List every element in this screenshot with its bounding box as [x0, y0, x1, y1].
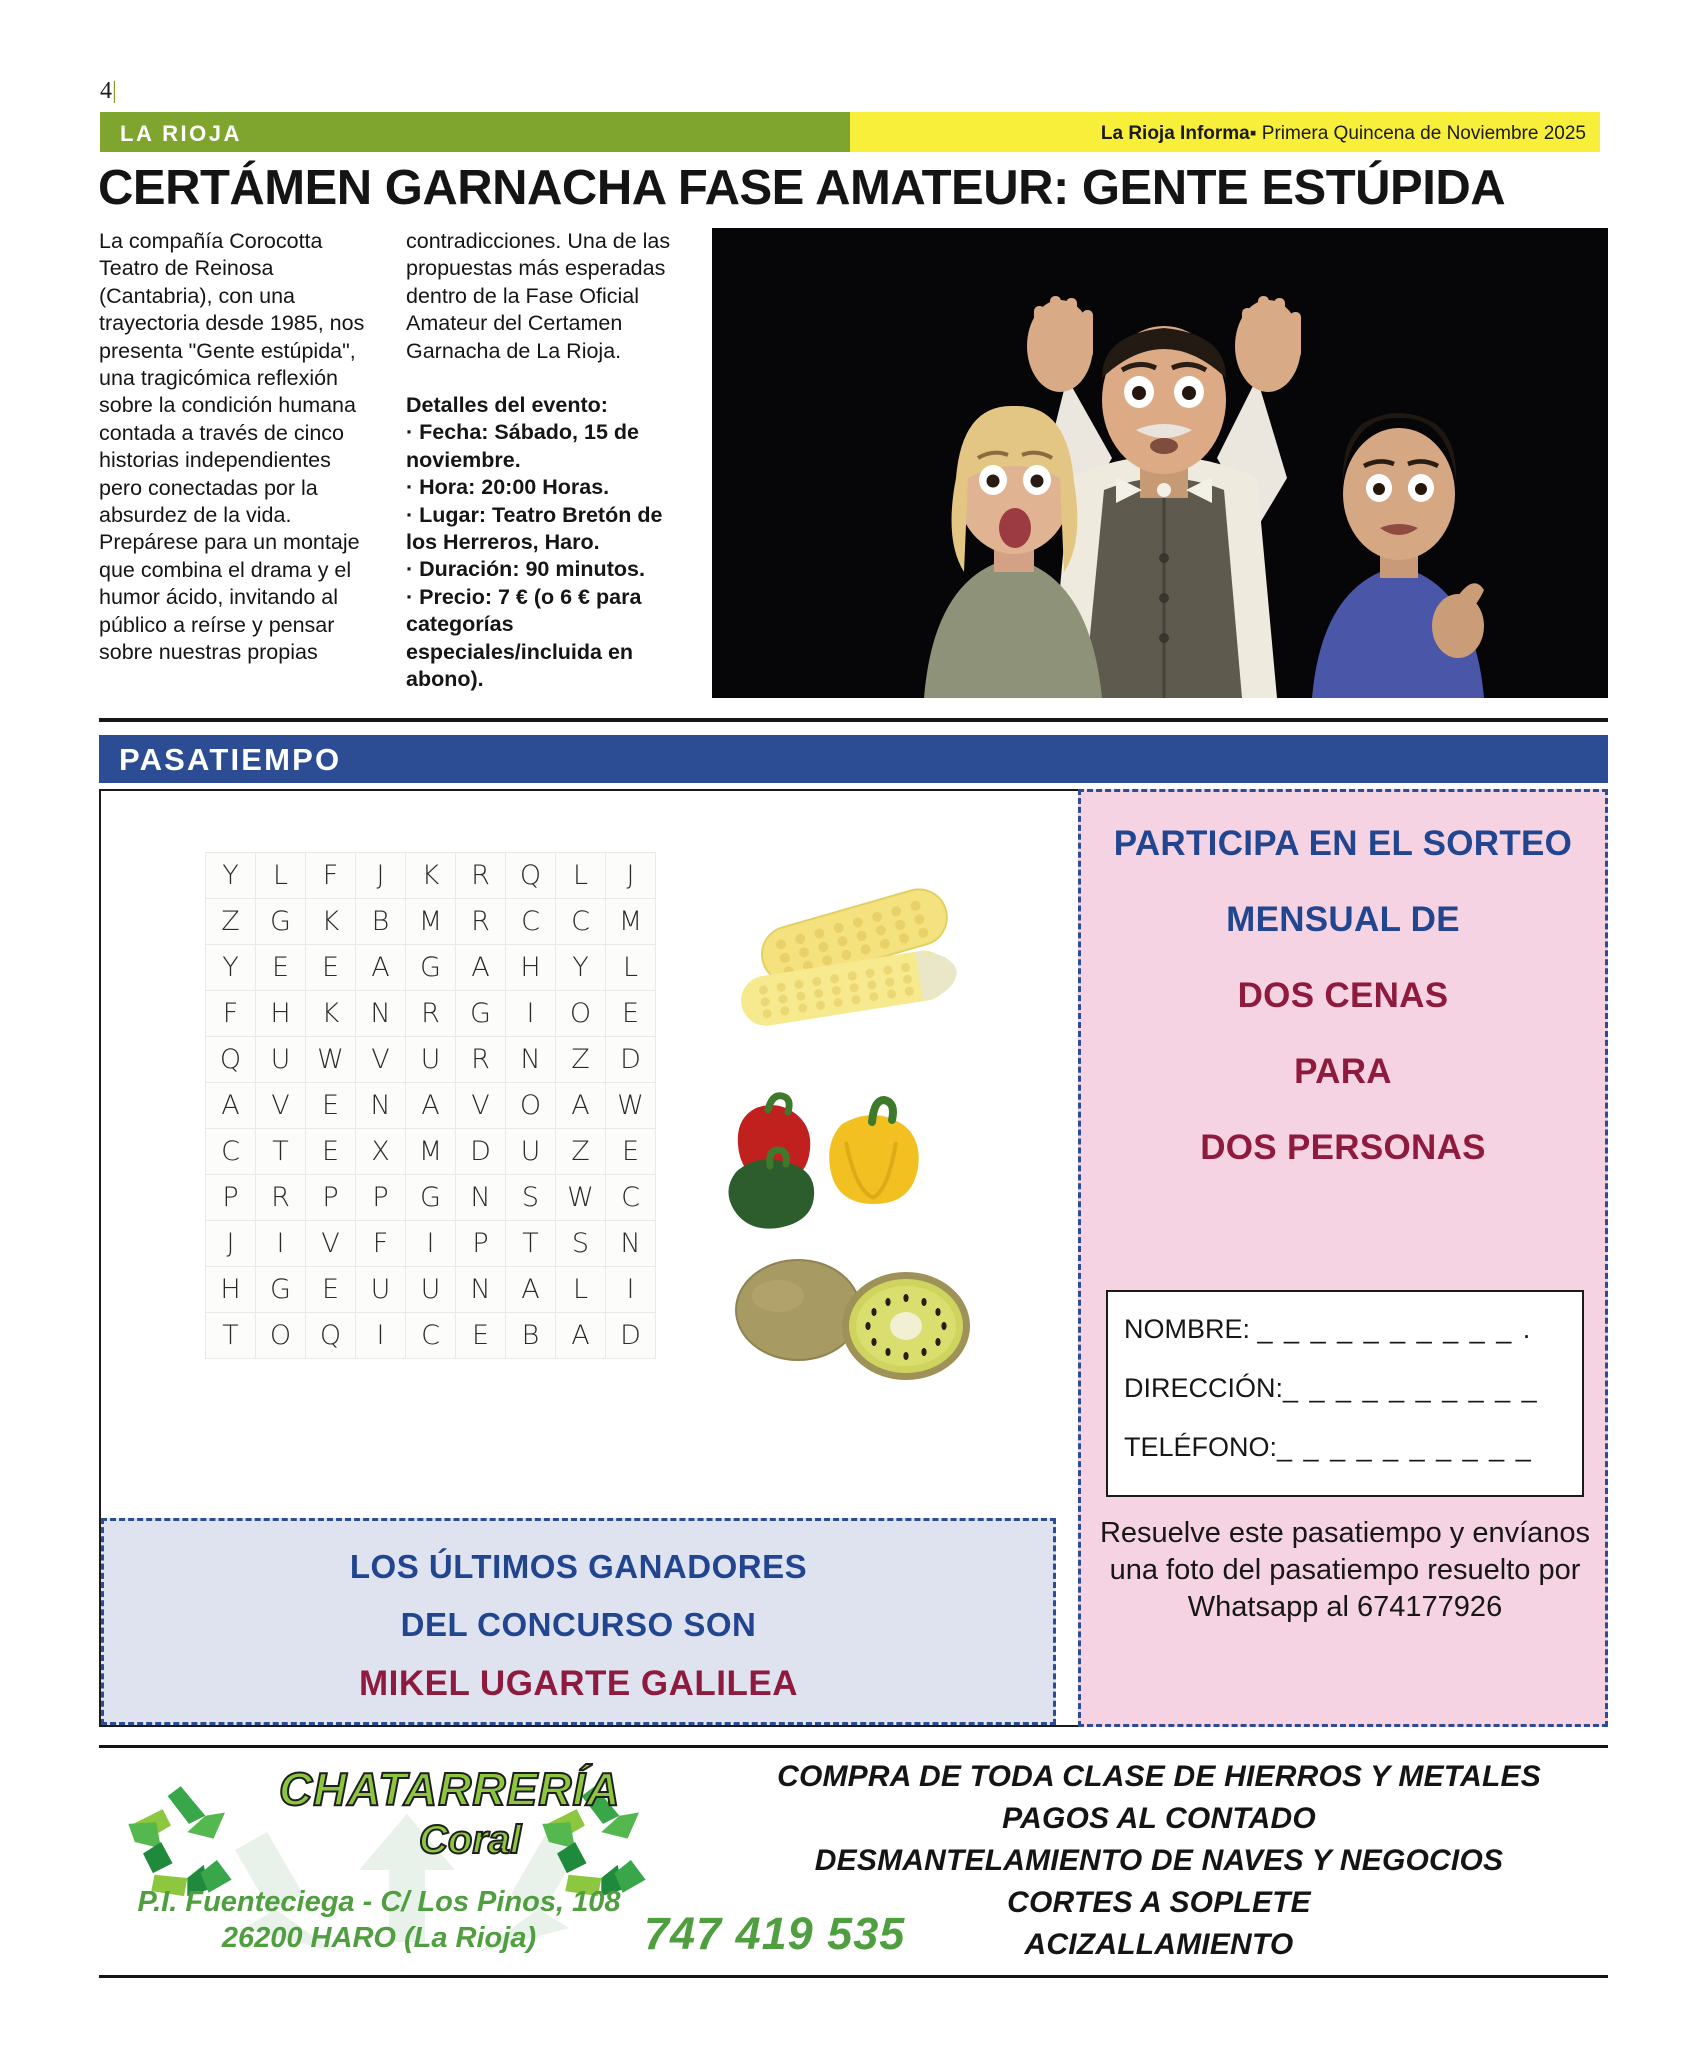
word-search-cell[interactable]: V	[306, 1221, 356, 1267]
word-search-cell[interactable]: I	[256, 1221, 306, 1267]
corn-photo	[737, 883, 960, 1030]
sorteo-line-2: MENSUAL DE	[1226, 900, 1460, 939]
word-search-cell[interactable]: X	[356, 1129, 406, 1175]
word-search-cell[interactable]: Q	[506, 853, 556, 899]
word-search-cell[interactable]: U	[506, 1129, 556, 1175]
word-search-cell[interactable]: R	[456, 899, 506, 945]
word-search-cell[interactable]: J	[356, 853, 406, 899]
word-search-cell[interactable]: O	[556, 991, 606, 1037]
sorteo-panel	[1078, 789, 1608, 1727]
word-search-cell[interactable]: N	[456, 1267, 506, 1313]
word-search-cell[interactable]: W	[606, 1083, 656, 1129]
word-search-cell[interactable]: H	[506, 945, 556, 991]
word-search-cell[interactable]: I	[356, 1313, 406, 1359]
word-search-cell[interactable]: V	[356, 1037, 406, 1083]
folio-separator: |	[112, 78, 117, 104]
word-search-row	[206, 991, 656, 1037]
advertisement-chatarreria[interactable]	[99, 1745, 1608, 1978]
kiwi-photo	[736, 1260, 970, 1380]
detail-duracion: · Duración: 90 minutos.	[406, 557, 645, 582]
word-search-cell[interactable]: L	[606, 945, 656, 991]
word-search-cell[interactable]: L	[556, 1267, 606, 1313]
word-search-grid[interactable]	[205, 852, 656, 1359]
word-search-cell[interactable]: Z	[556, 1129, 606, 1175]
page-number: 4	[100, 78, 112, 104]
ad-address-line-2: 26200 HARO (La Rioja)	[221, 1922, 537, 1954]
word-search-cell[interactable]: I	[506, 991, 556, 1037]
word-search-cell[interactable]: R	[406, 991, 456, 1037]
word-search-cell[interactable]: Y	[206, 945, 256, 991]
word-search-cell[interactable]: C	[206, 1129, 256, 1175]
word-search-cell[interactable]: V	[256, 1083, 306, 1129]
word-search-row	[206, 1313, 656, 1359]
word-search-cell[interactable]: S	[556, 1221, 606, 1267]
word-search-cell[interactable]: K	[306, 991, 356, 1037]
word-search-cell[interactable]: P	[206, 1175, 256, 1221]
article-headline: CERTÁMEN GARNACHA FASE AMATEUR: GENTE ESTÚPIDA	[98, 161, 1506, 215]
article-column-2	[406, 228, 691, 694]
word-search-cell[interactable]: F	[306, 853, 356, 899]
word-search-cell[interactable]: I	[406, 1221, 456, 1267]
section-divider	[99, 718, 1608, 722]
winner-name: MIKEL UGARTE GALILEA	[358, 1664, 799, 1703]
pasatiempo-section-bar	[99, 735, 1608, 783]
word-search-cell[interactable]: P	[306, 1175, 356, 1221]
word-search-cell[interactable]: H	[206, 1267, 256, 1313]
word-search-row	[206, 1083, 656, 1129]
pasatiempo-title: PASATIEMPO	[119, 742, 342, 777]
sorteo-instructions: Resuelve este pasatiempo y envíanos una foto del pasatiempo resuelto por Whatsapp al 674177926	[1099, 1517, 1591, 1623]
word-search-cell[interactable]: M	[406, 1129, 456, 1175]
word-search-cell[interactable]: F	[356, 1221, 406, 1267]
word-search-cell[interactable]: T	[506, 1221, 556, 1267]
detail-fecha: · Fecha: Sábado, 15 de noviembre.	[406, 420, 639, 472]
article-body-2: contradicciones. Una de las propuestas más esperadas dentro de la Fase Oficial Amateur del Certamen Garnacha de La Rioja.	[406, 229, 671, 363]
word-search-cell[interactable]: M	[406, 899, 456, 945]
word-search-cell[interactable]: A	[406, 1083, 456, 1129]
ad-service-5: ACIZALLAMIENTO	[1024, 1928, 1294, 1961]
publication-name: La Rioja Informa	[1100, 123, 1250, 144]
peppers-photo	[728, 1096, 918, 1229]
word-search-cell[interactable]: G	[406, 945, 456, 991]
word-search-cell[interactable]: N	[356, 1083, 406, 1129]
article-photo	[712, 228, 1608, 698]
word-search-cell[interactable]: U	[406, 1037, 456, 1083]
word-search-cell[interactable]: I	[606, 1267, 656, 1313]
ad-service-3: DESMANTELAMIENTO DE NAVES Y NEGOCIOS	[814, 1844, 1504, 1877]
word-search-cell[interactable]: V	[456, 1083, 506, 1129]
entry-form[interactable]	[1106, 1290, 1584, 1497]
word-search-cell[interactable]: R	[456, 1037, 506, 1083]
word-search-cell[interactable]: C	[556, 899, 606, 945]
winners-line-2: DEL CONCURSO SON	[400, 1606, 757, 1643]
word-search-row	[206, 1267, 656, 1313]
word-search-cell[interactable]: D	[606, 1037, 656, 1083]
word-search-row	[206, 899, 656, 945]
sorteo-line-3: DOS CENAS	[1237, 976, 1449, 1015]
article-column-1	[99, 228, 379, 667]
word-search-cell[interactable]: L	[256, 853, 306, 899]
word-search-cell[interactable]: A	[356, 945, 406, 991]
section-label: LA RIOJA	[120, 121, 242, 146]
word-search-cell[interactable]: N	[356, 991, 406, 1037]
word-search-cell[interactable]: M	[606, 899, 656, 945]
section-bar-la-rioja	[100, 112, 850, 152]
telefono-label: TELÉFONO:	[1124, 1432, 1278, 1462]
word-search-cell[interactable]: O	[506, 1083, 556, 1129]
word-search-cell[interactable]: N	[456, 1175, 506, 1221]
nombre-label: NOMBRE:	[1124, 1314, 1251, 1344]
detail-lugar: · Lugar: Teatro Bretón de los Herreros, Haro.	[406, 502, 663, 555]
word-search-cell[interactable]: D	[606, 1313, 656, 1359]
word-search-cell[interactable]: B	[506, 1313, 556, 1359]
word-search-cell[interactable]: B	[356, 899, 406, 945]
word-search-cell[interactable]: C	[606, 1175, 656, 1221]
word-search-cell[interactable]: D	[456, 1129, 506, 1175]
details-heading: Detalles del evento:	[406, 393, 608, 418]
sorteo-line-1: PARTICIPA EN EL SORTEO	[1113, 824, 1573, 863]
word-search-cell[interactable]: E	[306, 1129, 356, 1175]
word-search-cell[interactable]: S	[506, 1175, 556, 1221]
word-search-cell[interactable]: F	[206, 991, 256, 1037]
ad-phone[interactable]: 747 419 535	[644, 1908, 906, 1959]
word-search-cell[interactable]: J	[206, 1221, 256, 1267]
ad-brand-sub: Coral	[419, 1818, 522, 1862]
ad-brand: CHATARRERÍA	[279, 1763, 621, 1815]
word-search-cell[interactable]: G	[256, 899, 306, 945]
word-search-row	[206, 853, 656, 899]
ad-service-1: COMPRA DE TODA CLASE DE HIERROS Y METALES	[777, 1760, 1541, 1793]
word-search-cell[interactable]: O	[256, 1313, 306, 1359]
word-search-row	[206, 1175, 656, 1221]
masthead-separator: ▪	[1249, 123, 1257, 144]
telefono-input[interactable]: _ _ _ _ _ _ _ _ _ _	[1277, 1432, 1533, 1462]
word-search-cell[interactable]: G	[406, 1175, 456, 1221]
word-search-cell[interactable]: C	[506, 899, 556, 945]
form-row-nombre[interactable]	[1108, 1314, 1582, 1345]
masthead-bar	[850, 112, 1600, 152]
theatre-photo-illustration	[712, 228, 1608, 698]
word-search-cell[interactable]: E	[306, 945, 356, 991]
sorteo-line-4: PARA	[1294, 1052, 1392, 1091]
form-row-direccion[interactable]	[1108, 1373, 1582, 1404]
form-row-telefono[interactable]	[1108, 1432, 1582, 1463]
word-search-cell[interactable]: K	[306, 899, 356, 945]
detail-precio: · Precio: 7 € (o 6 € para categorías especiales/incluida en abono).	[406, 584, 642, 692]
word-search-cell[interactable]: A	[506, 1267, 556, 1313]
word-search-cell[interactable]: A	[556, 1083, 606, 1129]
word-search-cell[interactable]: E	[456, 1313, 506, 1359]
page-folio	[100, 78, 117, 105]
article-body-1: La compañía Corocotta Teatro de Reinosa (Cantabria), con una trayectoria desde 1985, nos presenta "Gente estúpida", una tragicómica reflexión sobre la condición humana contada a través de cinco historias independientes pero conectadas por la absurdez de la vida. Prepárese para un montaje que combina el drama y el humor ácido, invitando al público a reírse y pensar sobre nuestras propias	[99, 229, 365, 665]
word-search-cell[interactable]: W	[306, 1037, 356, 1083]
word-search-cell[interactable]: U	[256, 1037, 306, 1083]
produce-illustration	[720, 860, 1020, 1420]
word-search-cell[interactable]: R	[256, 1175, 306, 1221]
word-search-cell[interactable]: J	[606, 853, 656, 899]
word-search-cell[interactable]: H	[256, 991, 306, 1037]
word-search-cell[interactable]: W	[556, 1175, 606, 1221]
word-search-cell[interactable]: G	[256, 1267, 306, 1313]
word-search-row	[206, 1221, 656, 1267]
word-search-cell[interactable]: E	[606, 991, 656, 1037]
word-search-cell[interactable]: R	[456, 853, 506, 899]
word-search-cell[interactable]: Q	[206, 1037, 256, 1083]
direccion-label: DIRECCIÓN:	[1124, 1373, 1284, 1403]
issue-date: Primera Quincena de Noviembre 2025	[1261, 123, 1586, 144]
produce-photos	[720, 860, 1020, 1420]
word-search-cell[interactable]: Y	[206, 853, 256, 899]
word-search-cell[interactable]: A	[556, 1313, 606, 1359]
nombre-input[interactable]: _ _ _ _ _ _ _ _ _ _ .	[1257, 1314, 1533, 1344]
word-search-cell[interactable]: E	[256, 945, 306, 991]
word-search-cell[interactable]: E	[306, 1083, 356, 1129]
winners-box	[101, 1518, 1056, 1725]
word-search-row	[206, 1129, 656, 1175]
ad-service-4: CORTES A SOPLETE	[1007, 1886, 1311, 1919]
sorteo-line-5: DOS PERSONAS	[1200, 1128, 1486, 1167]
word-search-cell[interactable]: E	[306, 1267, 356, 1313]
ad-service-2: PAGOS AL CONTADO	[1002, 1802, 1316, 1835]
word-search-cell[interactable]: C	[406, 1313, 456, 1359]
word-search-cell[interactable]: L	[556, 853, 606, 899]
word-search-cell[interactable]: T	[256, 1129, 306, 1175]
word-search-row	[206, 1037, 656, 1083]
word-search-cell[interactable]: Y	[556, 945, 606, 991]
direccion-input[interactable]: _ _ _ _ _ _ _ _ _ _	[1283, 1373, 1539, 1403]
word-search-cell[interactable]: Z	[206, 899, 256, 945]
word-search-cell[interactable]: T	[206, 1313, 256, 1359]
word-search-cell[interactable]: Z	[556, 1037, 606, 1083]
detail-hora: · Hora: 20:00 Horas.	[406, 475, 610, 500]
word-search-cell[interactable]: U	[406, 1267, 456, 1313]
word-search-cell[interactable]: Q	[306, 1313, 356, 1359]
word-search-cell[interactable]: A	[206, 1083, 256, 1129]
word-search-cell[interactable]: N	[506, 1037, 556, 1083]
masthead-text	[1101, 123, 1586, 145]
ad-address-line-1: P.I. Fuenteciega - C/ Los Pinos, 108	[137, 1886, 621, 1918]
ad-services	[719, 1756, 1599, 1966]
word-search-cell[interactable]: P	[456, 1221, 506, 1267]
word-search-cell[interactable]: N	[606, 1221, 656, 1267]
winners-line-1: LOS ÚLTIMOS GANADORES	[349, 1548, 808, 1585]
word-search-row	[206, 945, 656, 991]
word-search-cell[interactable]: U	[356, 1267, 406, 1313]
word-search-cell[interactable]: K	[406, 853, 456, 899]
word-search-cell[interactable]: A	[456, 945, 506, 991]
word-search-cell[interactable]: P	[356, 1175, 406, 1221]
word-search-cell[interactable]: G	[456, 991, 506, 1037]
word-search-cell[interactable]: E	[606, 1129, 656, 1175]
